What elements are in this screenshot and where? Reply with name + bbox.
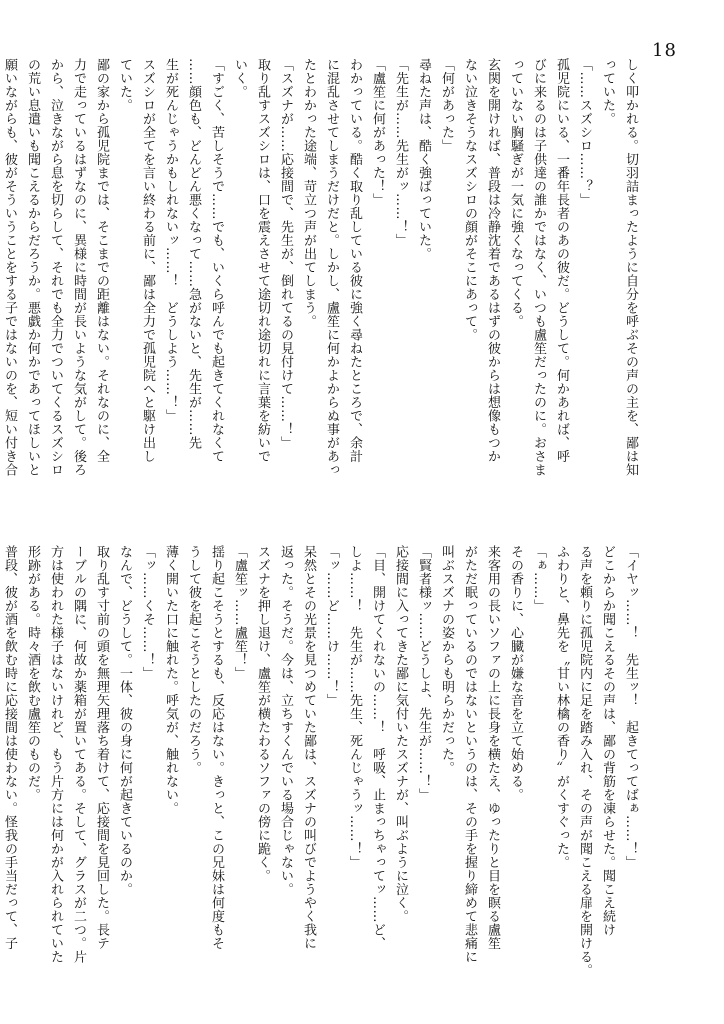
text-line: ていた。: [117, 58, 132, 112]
text-line: っていた。: [600, 58, 615, 126]
text-line: その香りに、心臓が嫌な音を立て始める。: [508, 545, 523, 802]
text-line: 方は使われた様子はないけれど、もう片方には何かが入れられていた: [48, 545, 63, 964]
text-line: なんで、どうして。一体、彼の身に何が起きているのか。: [117, 545, 132, 896]
text-line: 孤児院にいる、一番年長者のあの彼だ。どうして。何かあれば、呼: [554, 58, 569, 463]
text-line: どこからか聞こえるその声は、鄙の背筋を凍らせた。聞こえ続け: [600, 545, 615, 937]
text-line: 力で走っているはずなのに、異様に時間が長いような気がして。後ろ: [71, 58, 86, 477]
text-line: スズシロが全てを言い終わる前に、鄙は全力で孤児院へと駆け出し: [140, 58, 155, 463]
text-line: 「ッ……ど……け……！」: [324, 545, 339, 707]
text-line: 「すごく、苦しそうで……でも、いくら呼んでも起きてくれなくて: [209, 58, 224, 463]
text-line: 取り乱す寸前の頭を無理矢理落ち着けて、応接間を見回した。長テ: [94, 545, 109, 950]
text-line: る声を頼りに孤児院内に足を踏み入れ、その声が聞こえる扉を開ける。: [577, 545, 592, 977]
text-line: うして彼を起こそうとしたのだろう。: [186, 545, 201, 775]
text-line: 「ぁ……」: [531, 545, 546, 613]
text-line: しよ……！ 先生が……先生、死んじゃうッ……！」: [347, 545, 362, 869]
text-line: 願いながらも、彼がそういうことをする子ではないのを、短い付き合: [2, 58, 17, 477]
text-line: いく。: [232, 58, 247, 99]
page-number: 18: [652, 40, 677, 61]
text-line: たとわかった途端、苛立つ声が出てしまう。: [301, 58, 316, 328]
text-block-top: [2, 58, 642, 510]
text-line: 「賢者様ッ……どうしよ、先生が……！」: [416, 545, 431, 802]
text-line: 「盧笙に何があった！」: [370, 58, 385, 207]
text-line: 生が死んじゃうかもしれないッ……！ どうしよう……！」: [163, 58, 178, 423]
text-line: 「……スズシロ……？」: [577, 58, 592, 207]
text-line: 叫ぶスズナの姿からも明らかだった。: [439, 545, 454, 775]
text-line: 揺り起こそうとするも、反応はない。きっと、この兄妹は何度もそ: [209, 545, 224, 950]
text-line: ーブルの隅に、何故か薬箱が置いてある。そして、グラスが二つ。片: [71, 545, 86, 964]
text-line: 鄙の家から孤児院までは、そこまでの距離はない。それなのに、全: [94, 58, 109, 463]
text-line: 「盧笙ッ……盧笙！」: [232, 545, 247, 680]
text-line: から、泣きながら息を切らして、それでも全力でついてくるスズシロ: [48, 58, 63, 477]
text-line: 来客用の長いソファの上に長身を横たえ、ゆったりと目を瞑る盧笙: [485, 545, 500, 950]
text-line: っていない胸騒ぎが一気に強くなってくる。: [508, 58, 523, 328]
text-line: 玄関を開ければ、普段は冷静沈着であるはずの彼からは想像もつか: [485, 58, 500, 463]
text-line: 「先生が……先生がッ……！」: [393, 58, 408, 247]
text-line: 形跡がある。時々酒を飲む盧笙のものだ。: [25, 545, 40, 802]
text-line: ……顔色も、どんどん悪くなって……急がないと、先生が……先: [186, 58, 201, 450]
text-line: 「目、開けてくれないの……！ 呼吸、止まっちゃってッ……ど、: [370, 545, 385, 950]
text-line: スズナを押し退け、盧笙が横たわるソファの傍に跪く。: [255, 545, 270, 883]
text-line: 取り乱すスズシロは、口を震えさせて途切れ途切れに言葉を紡いで: [255, 58, 270, 463]
text-line: 薄く開いた口に触れた。呼気が、触れない。: [163, 545, 178, 815]
text-line: 「イヤッ……！ 先生ッ！ 起きてってばぁ……！」: [623, 545, 638, 869]
text-line: 「スズナが……応接間で、先生が、倒れてるの見付けて……！」: [278, 58, 293, 450]
text-line: 「何があった」: [439, 58, 454, 153]
text-line: 応接間に入ってきた鄙に気付いたスズナが、叫ぶように泣く。: [393, 545, 408, 923]
text-line: 呆然とその光景を見つめていた鄙は、スズナの叫びでようやく我に: [301, 545, 316, 950]
text-line: の荒い息遣いも聞こえるからだろうか。悪戯か何かであってほしいと: [25, 58, 40, 477]
text-line: びに来るのは子供達の誰かではなく、いつも盧笙だったのに。おさま: [531, 58, 546, 477]
text-line: 「ッ……くそ……！」: [140, 545, 155, 680]
text-line: ない泣きそうなスズシロの顔がそこにあって。: [462, 58, 477, 342]
text-line: わかっている。酷く取り乱している彼に強く尋ねたところで、余計: [347, 58, 362, 463]
text-line: 返った。そうだ。今は、立ちすくんでいる場合じゃない。: [278, 545, 293, 896]
text-line: に混乱させてしまうだけだと。しかし、盧笙に何かよからぬ事があっ: [324, 58, 339, 477]
text-line: 尋ねた声は、酷く強ばっていた。: [416, 58, 431, 261]
text-block-bottom: [2, 545, 642, 997]
text-line: しく叩かれる。切羽詰まったように自分を呼ぶその声の主を、鄙は知: [623, 58, 638, 477]
text-line: 普段、彼が酒を飲む時に応接間は使わない。怪我の手当だって、子: [2, 545, 17, 950]
text-line: ふわりと、鼻先を〝甘い林檎の香り〟がくすぐった。: [554, 545, 569, 869]
text-line: がただ眠っているのではないというのは、その手を握り締めて悲痛に: [462, 545, 477, 964]
